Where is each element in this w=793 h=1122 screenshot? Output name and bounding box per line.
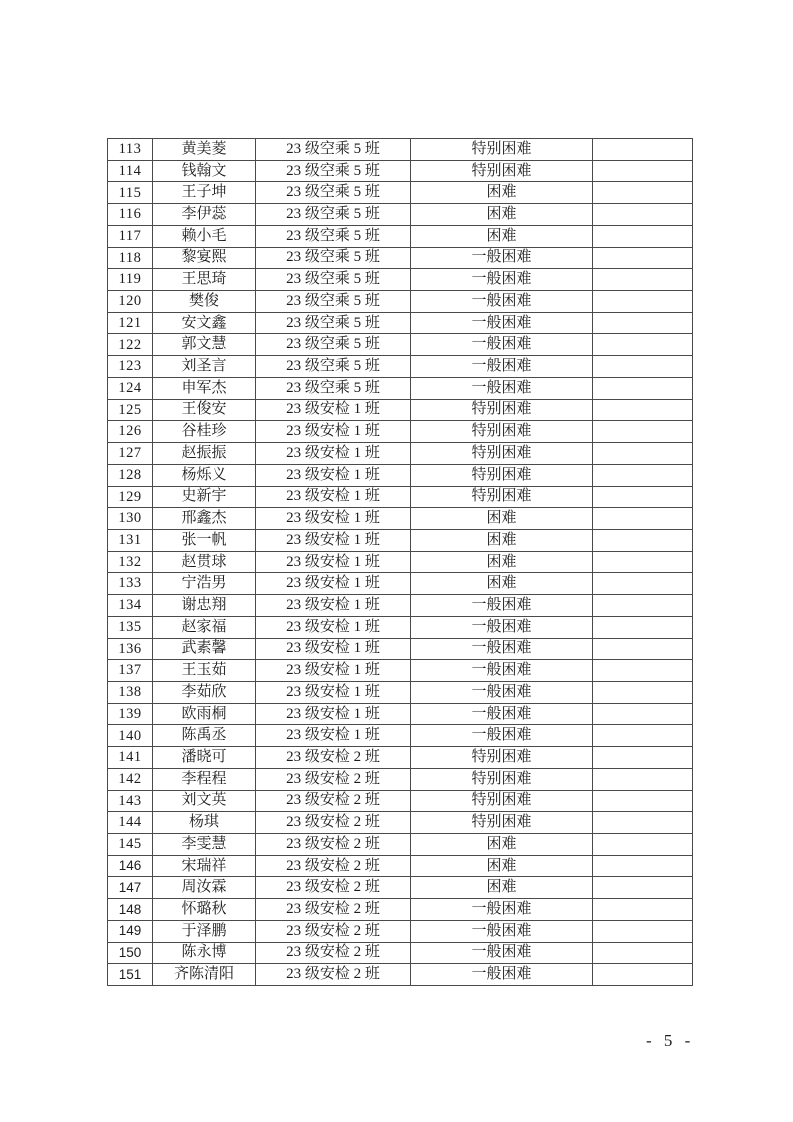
row-number-cell: 123	[108, 356, 153, 378]
class-name-cell: 23 级安检 2 班	[256, 964, 411, 986]
notes-cell	[593, 551, 693, 573]
class-name-cell: 23 级安检 1 班	[256, 443, 411, 465]
notes-cell	[593, 356, 693, 378]
row-number-cell: 124	[108, 377, 153, 399]
table-row	[108, 920, 693, 942]
difficulty-level-cell: 特别困难	[411, 486, 593, 508]
student-name-cell: 李茹欣	[153, 681, 256, 703]
notes-cell	[593, 747, 693, 769]
class-name-cell: 23 级空乘 5 班	[256, 160, 411, 182]
row-number-cell: 119	[108, 269, 153, 291]
table-row	[108, 247, 693, 269]
student-name-cell: 邢鑫杰	[153, 508, 256, 530]
difficulty-level-cell: 一般困难	[411, 638, 593, 660]
notes-cell	[593, 877, 693, 899]
difficulty-level-cell: 困难	[411, 877, 593, 899]
difficulty-level-cell: 特别困难	[411, 443, 593, 465]
difficulty-level-cell: 一般困难	[411, 291, 593, 313]
notes-cell	[593, 204, 693, 226]
notes-cell	[593, 855, 693, 877]
difficulty-level-cell: 特别困难	[411, 399, 593, 421]
row-number-cell: 151	[108, 964, 153, 986]
table-row	[108, 182, 693, 204]
notes-cell	[593, 681, 693, 703]
class-name-cell: 23 级安检 2 班	[256, 790, 411, 812]
notes-cell	[593, 725, 693, 747]
table-row	[108, 703, 693, 725]
difficulty-level-cell: 一般困难	[411, 681, 593, 703]
class-name-cell: 23 级安检 1 班	[256, 464, 411, 486]
class-name-cell: 23 级空乘 5 班	[256, 291, 411, 313]
notes-cell	[593, 812, 693, 834]
difficulty-level-cell: 特别困难	[411, 421, 593, 443]
student-name-cell: 赖小毛	[153, 225, 256, 247]
table-row	[108, 312, 693, 334]
table-row	[108, 964, 693, 986]
student-name-cell: 王子坤	[153, 182, 256, 204]
student-name-cell: 钱翰文	[153, 160, 256, 182]
table-row	[108, 160, 693, 182]
roster-body	[108, 139, 693, 986]
student-name-cell: 王玉茹	[153, 660, 256, 682]
table-row	[108, 334, 693, 356]
student-name-cell: 齐陈清阳	[153, 964, 256, 986]
student-name-cell: 李程程	[153, 768, 256, 790]
row-number-cell: 116	[108, 204, 153, 226]
class-name-cell: 23 级安检 2 班	[256, 747, 411, 769]
class-name-cell: 23 级安检 2 班	[256, 855, 411, 877]
row-number-cell: 139	[108, 703, 153, 725]
student-name-cell: 王俊安	[153, 399, 256, 421]
class-name-cell: 23 级安检 1 班	[256, 660, 411, 682]
class-name-cell: 23 级空乘 5 班	[256, 139, 411, 161]
class-name-cell: 23 级空乘 5 班	[256, 269, 411, 291]
notes-cell	[593, 768, 693, 790]
class-name-cell: 23 级空乘 5 班	[256, 312, 411, 334]
difficulty-level-cell: 困难	[411, 182, 593, 204]
class-name-cell: 23 级空乘 5 班	[256, 225, 411, 247]
difficulty-level-cell: 困难	[411, 855, 593, 877]
student-name-cell: 安文鑫	[153, 312, 256, 334]
table-row	[108, 725, 693, 747]
row-number-cell: 127	[108, 443, 153, 465]
difficulty-level-cell: 一般困难	[411, 377, 593, 399]
class-name-cell: 23 级安检 2 班	[256, 834, 411, 856]
table-row	[108, 139, 693, 161]
difficulty-level-cell: 一般困难	[411, 269, 593, 291]
row-number-cell: 126	[108, 421, 153, 443]
table-row	[108, 291, 693, 313]
row-number-cell: 147	[108, 877, 153, 899]
difficulty-level-cell: 一般困难	[411, 247, 593, 269]
table-row	[108, 204, 693, 226]
student-name-cell: 赵贯球	[153, 551, 256, 573]
notes-cell	[593, 573, 693, 595]
row-number-cell: 148	[108, 899, 153, 921]
student-name-cell: 王思琦	[153, 269, 256, 291]
notes-cell	[593, 486, 693, 508]
row-number-cell: 130	[108, 508, 153, 530]
row-number-cell: 143	[108, 790, 153, 812]
table-row	[108, 486, 693, 508]
notes-cell	[593, 377, 693, 399]
difficulty-level-cell: 一般困难	[411, 334, 593, 356]
row-number-cell: 142	[108, 768, 153, 790]
notes-cell	[593, 964, 693, 986]
student-name-cell: 樊俊	[153, 291, 256, 313]
difficulty-level-cell: 一般困难	[411, 312, 593, 334]
class-name-cell: 23 级安检 1 班	[256, 529, 411, 551]
row-number-cell: 129	[108, 486, 153, 508]
notes-cell	[593, 508, 693, 530]
student-name-cell: 刘圣言	[153, 356, 256, 378]
student-name-cell: 李雯慧	[153, 834, 256, 856]
table-row	[108, 616, 693, 638]
notes-cell	[593, 595, 693, 617]
class-name-cell: 23 级安检 2 班	[256, 768, 411, 790]
table-row	[108, 899, 693, 921]
notes-cell	[593, 334, 693, 356]
notes-cell	[593, 703, 693, 725]
notes-cell	[593, 790, 693, 812]
difficulty-level-cell: 特别困难	[411, 768, 593, 790]
table-row	[108, 529, 693, 551]
class-name-cell: 23 级空乘 5 班	[256, 377, 411, 399]
notes-cell	[593, 616, 693, 638]
difficulty-level-cell: 一般困难	[411, 703, 593, 725]
row-number-cell: 138	[108, 681, 153, 703]
row-number-cell: 131	[108, 529, 153, 551]
student-name-cell: 于泽鹏	[153, 920, 256, 942]
row-number-cell: 149	[108, 920, 153, 942]
table-row	[108, 421, 693, 443]
difficulty-level-cell: 一般困难	[411, 920, 593, 942]
difficulty-level-cell: 特别困难	[411, 790, 593, 812]
table-row	[108, 768, 693, 790]
notes-cell	[593, 399, 693, 421]
class-name-cell: 23 级安检 2 班	[256, 899, 411, 921]
notes-cell	[593, 942, 693, 964]
row-number-cell: 146	[108, 855, 153, 877]
row-number-cell: 122	[108, 334, 153, 356]
student-name-cell: 谷桂珍	[153, 421, 256, 443]
class-name-cell: 23 级安检 1 班	[256, 551, 411, 573]
student-name-cell: 欧雨桐	[153, 703, 256, 725]
table-row	[108, 464, 693, 486]
table-row	[108, 942, 693, 964]
row-number-cell: 114	[108, 160, 153, 182]
notes-cell	[593, 899, 693, 921]
difficulty-level-cell: 困难	[411, 573, 593, 595]
notes-cell	[593, 443, 693, 465]
notes-cell	[593, 638, 693, 660]
table-row	[108, 660, 693, 682]
student-name-cell: 李伊蕊	[153, 204, 256, 226]
class-name-cell: 23 级安检 1 班	[256, 681, 411, 703]
class-name-cell: 23 级安检 1 班	[256, 703, 411, 725]
difficulty-level-cell: 困难	[411, 551, 593, 573]
student-name-cell: 宁浩男	[153, 573, 256, 595]
row-number-cell: 132	[108, 551, 153, 573]
row-number-cell: 128	[108, 464, 153, 486]
student-name-cell: 申军杰	[153, 377, 256, 399]
table-row	[108, 399, 693, 421]
row-number-cell: 118	[108, 247, 153, 269]
class-name-cell: 23 级空乘 5 班	[256, 334, 411, 356]
table-row	[108, 595, 693, 617]
class-name-cell: 23 级空乘 5 班	[256, 182, 411, 204]
table-row	[108, 681, 693, 703]
row-number-cell: 134	[108, 595, 153, 617]
table-row	[108, 747, 693, 769]
student-roster-table	[107, 138, 693, 986]
student-name-cell: 陈永博	[153, 942, 256, 964]
notes-cell	[593, 160, 693, 182]
class-name-cell: 23 级空乘 5 班	[256, 356, 411, 378]
difficulty-level-cell: 一般困难	[411, 899, 593, 921]
table-row	[108, 356, 693, 378]
student-name-cell: 武素馨	[153, 638, 256, 660]
table-row	[108, 225, 693, 247]
class-name-cell: 23 级安检 1 班	[256, 725, 411, 747]
difficulty-level-cell: 一般困难	[411, 725, 593, 747]
class-name-cell: 23 级安检 1 班	[256, 399, 411, 421]
student-name-cell: 怀璐秋	[153, 899, 256, 921]
row-number-cell: 125	[108, 399, 153, 421]
class-name-cell: 23 级空乘 5 班	[256, 247, 411, 269]
notes-cell	[593, 291, 693, 313]
class-name-cell: 23 级安检 1 班	[256, 638, 411, 660]
row-number-cell: 135	[108, 616, 153, 638]
student-name-cell: 赵家福	[153, 616, 256, 638]
difficulty-level-cell: 困难	[411, 508, 593, 530]
row-number-cell: 121	[108, 312, 153, 334]
student-name-cell: 张一帆	[153, 529, 256, 551]
difficulty-level-cell: 特别困难	[411, 160, 593, 182]
row-number-cell: 145	[108, 834, 153, 856]
table-row	[108, 377, 693, 399]
class-name-cell: 23 级安检 2 班	[256, 920, 411, 942]
table-row	[108, 573, 693, 595]
class-name-cell: 23 级安检 1 班	[256, 508, 411, 530]
row-number-cell: 136	[108, 638, 153, 660]
student-name-cell: 黎宴熙	[153, 247, 256, 269]
class-name-cell: 23 级安检 2 班	[256, 942, 411, 964]
row-number-cell: 141	[108, 747, 153, 769]
notes-cell	[593, 529, 693, 551]
row-number-cell: 113	[108, 139, 153, 161]
table-row	[108, 638, 693, 660]
table-row	[108, 812, 693, 834]
notes-cell	[593, 247, 693, 269]
table-row	[108, 443, 693, 465]
student-name-cell: 宋瑞祥	[153, 855, 256, 877]
difficulty-level-cell: 一般困难	[411, 616, 593, 638]
notes-cell	[593, 660, 693, 682]
class-name-cell: 23 级安检 1 班	[256, 595, 411, 617]
notes-cell	[593, 920, 693, 942]
class-name-cell: 23 级安检 1 班	[256, 421, 411, 443]
class-name-cell: 23 级安检 2 班	[256, 812, 411, 834]
table-row	[108, 877, 693, 899]
student-name-cell: 史新宇	[153, 486, 256, 508]
row-number-cell: 137	[108, 660, 153, 682]
table-row	[108, 269, 693, 291]
student-name-cell: 刘文英	[153, 790, 256, 812]
row-number-cell: 120	[108, 291, 153, 313]
notes-cell	[593, 834, 693, 856]
row-number-cell: 117	[108, 225, 153, 247]
class-name-cell: 23 级安检 1 班	[256, 486, 411, 508]
table-row	[108, 551, 693, 573]
notes-cell	[593, 182, 693, 204]
student-name-cell: 郭文慧	[153, 334, 256, 356]
difficulty-level-cell: 一般困难	[411, 595, 593, 617]
class-name-cell: 23 级安检 1 班	[256, 616, 411, 638]
student-name-cell: 陈禹丞	[153, 725, 256, 747]
page-number: - 5 -	[646, 1031, 692, 1050]
difficulty-level-cell: 特别困难	[411, 139, 593, 161]
row-number-cell: 140	[108, 725, 153, 747]
difficulty-level-cell: 一般困难	[411, 356, 593, 378]
difficulty-level-cell: 特别困难	[411, 747, 593, 769]
table-row	[108, 790, 693, 812]
row-number-cell: 133	[108, 573, 153, 595]
student-name-cell: 黄美菱	[153, 139, 256, 161]
notes-cell	[593, 269, 693, 291]
row-number-cell: 150	[108, 942, 153, 964]
difficulty-level-cell: 困难	[411, 529, 593, 551]
difficulty-level-cell: 困难	[411, 204, 593, 226]
student-name-cell: 赵振振	[153, 443, 256, 465]
student-name-cell: 谢忠翔	[153, 595, 256, 617]
student-name-cell: 潘晓可	[153, 747, 256, 769]
row-number-cell: 144	[108, 812, 153, 834]
difficulty-level-cell: 一般困难	[411, 660, 593, 682]
notes-cell	[593, 312, 693, 334]
student-name-cell: 杨琪	[153, 812, 256, 834]
difficulty-level-cell: 特别困难	[411, 812, 593, 834]
table-row	[108, 834, 693, 856]
difficulty-level-cell: 一般困难	[411, 942, 593, 964]
table-row	[108, 508, 693, 530]
student-name-cell: 杨烁义	[153, 464, 256, 486]
difficulty-level-cell: 特别困难	[411, 464, 593, 486]
difficulty-level-cell: 一般困难	[411, 964, 593, 986]
notes-cell	[593, 225, 693, 247]
class-name-cell: 23 级安检 2 班	[256, 877, 411, 899]
table-row	[108, 855, 693, 877]
difficulty-level-cell: 困难	[411, 225, 593, 247]
student-name-cell: 周汝霖	[153, 877, 256, 899]
notes-cell	[593, 421, 693, 443]
notes-cell	[593, 464, 693, 486]
row-number-cell: 115	[108, 182, 153, 204]
class-name-cell: 23 级安检 1 班	[256, 573, 411, 595]
difficulty-level-cell: 困难	[411, 834, 593, 856]
notes-cell	[593, 139, 693, 161]
class-name-cell: 23 级空乘 5 班	[256, 204, 411, 226]
